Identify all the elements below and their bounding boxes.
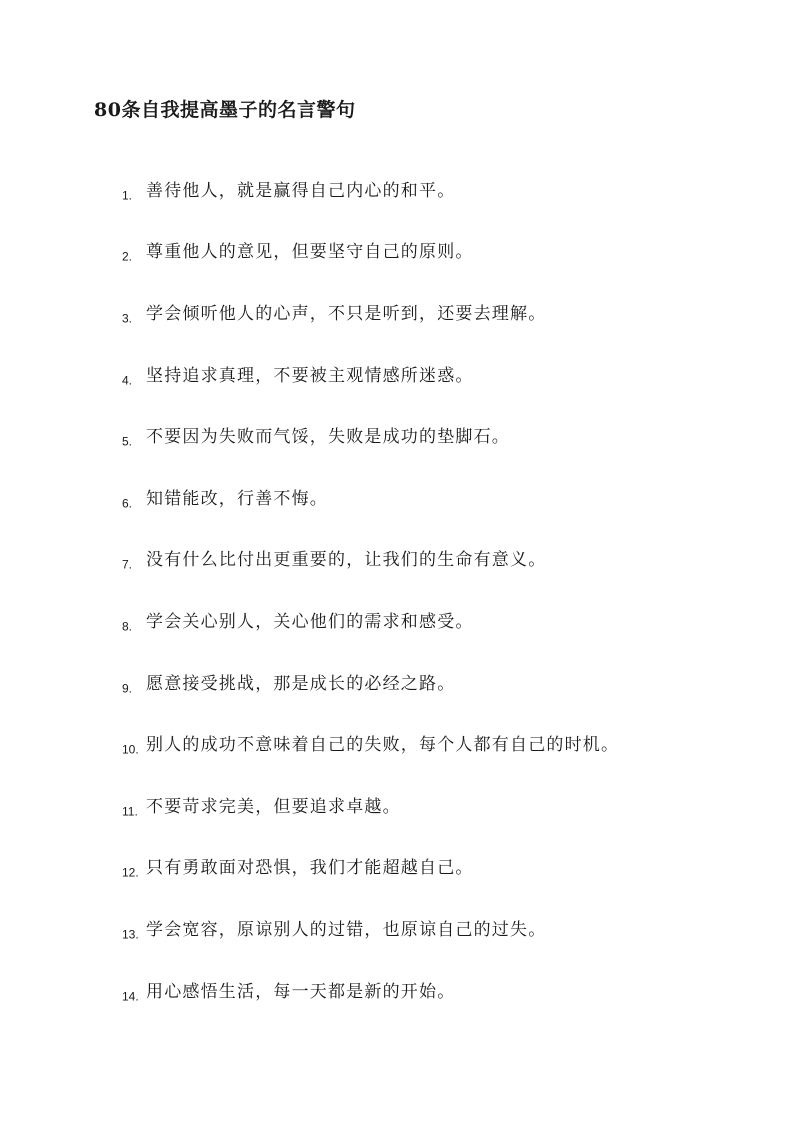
item-text: 不要因为失败而气馁，失败是成功的垫脚石。 bbox=[146, 427, 510, 448]
item-text: 用心感悟生活，每一天都是新的开始。 bbox=[146, 981, 456, 1002]
item-text: 愿意接受挑战，那是成长的必经之路。 bbox=[146, 673, 456, 694]
item-text: 别人的成功不意味着自己的失败，每个人都有自己的时机。 bbox=[146, 735, 620, 756]
item-text: 坚持追求真理，不要被主观情感所迷惑。 bbox=[146, 365, 474, 386]
item-text: 没有什么比付出更重要的，让我们的生命有意义。 bbox=[146, 550, 547, 571]
item-number: 3. bbox=[122, 311, 133, 326]
item-number: 8. bbox=[122, 619, 133, 634]
list-item bbox=[0, 160, 800, 222]
item-text: 学会宽容，原谅别人的过错，也原谅自己的过失。 bbox=[146, 919, 547, 940]
list-item bbox=[0, 838, 800, 900]
list-item bbox=[0, 468, 800, 530]
item-number: 5. bbox=[122, 434, 133, 449]
item-text: 知错能改，行善不悔。 bbox=[146, 488, 328, 509]
item-number: 1. bbox=[122, 188, 133, 203]
list-item bbox=[0, 714, 800, 776]
item-number: 14. bbox=[122, 988, 139, 1003]
list-item bbox=[0, 345, 800, 407]
list-item bbox=[0, 406, 800, 468]
list-item bbox=[0, 530, 800, 592]
item-number: 11. bbox=[122, 804, 138, 819]
quote-list bbox=[0, 160, 800, 1022]
item-text: 学会关心别人，关心他们的需求和感受。 bbox=[146, 611, 474, 632]
item-number: 9. bbox=[122, 680, 133, 695]
item-text: 善待他人，就是赢得自己内心的和平。 bbox=[146, 180, 456, 201]
item-number: 6. bbox=[122, 496, 133, 511]
item-text: 不要苛求完美，但要追求卓越。 bbox=[146, 796, 401, 817]
item-number: 4. bbox=[122, 372, 133, 387]
list-item bbox=[0, 899, 800, 961]
list-item bbox=[0, 283, 800, 345]
item-number: 10. bbox=[122, 742, 139, 757]
item-number: 13. bbox=[122, 927, 139, 942]
item-number: 12. bbox=[122, 865, 139, 880]
list-item bbox=[0, 591, 800, 653]
list-item bbox=[0, 222, 800, 284]
item-number: 7. bbox=[122, 557, 133, 572]
item-text: 尊重他人的意见，但要坚守自己的原则。 bbox=[146, 242, 474, 263]
list-item bbox=[0, 653, 800, 715]
item-number: 2. bbox=[122, 249, 133, 264]
document-title: 80条自我提高墨子的名言警句 bbox=[94, 99, 356, 121]
list-item bbox=[0, 961, 800, 1023]
list-item bbox=[0, 776, 800, 838]
item-text: 只有勇敢面对恐惧，我们才能超越自己。 bbox=[146, 858, 474, 879]
item-text: 学会倾听他人的心声，不只是听到，还要去理解。 bbox=[146, 303, 547, 324]
